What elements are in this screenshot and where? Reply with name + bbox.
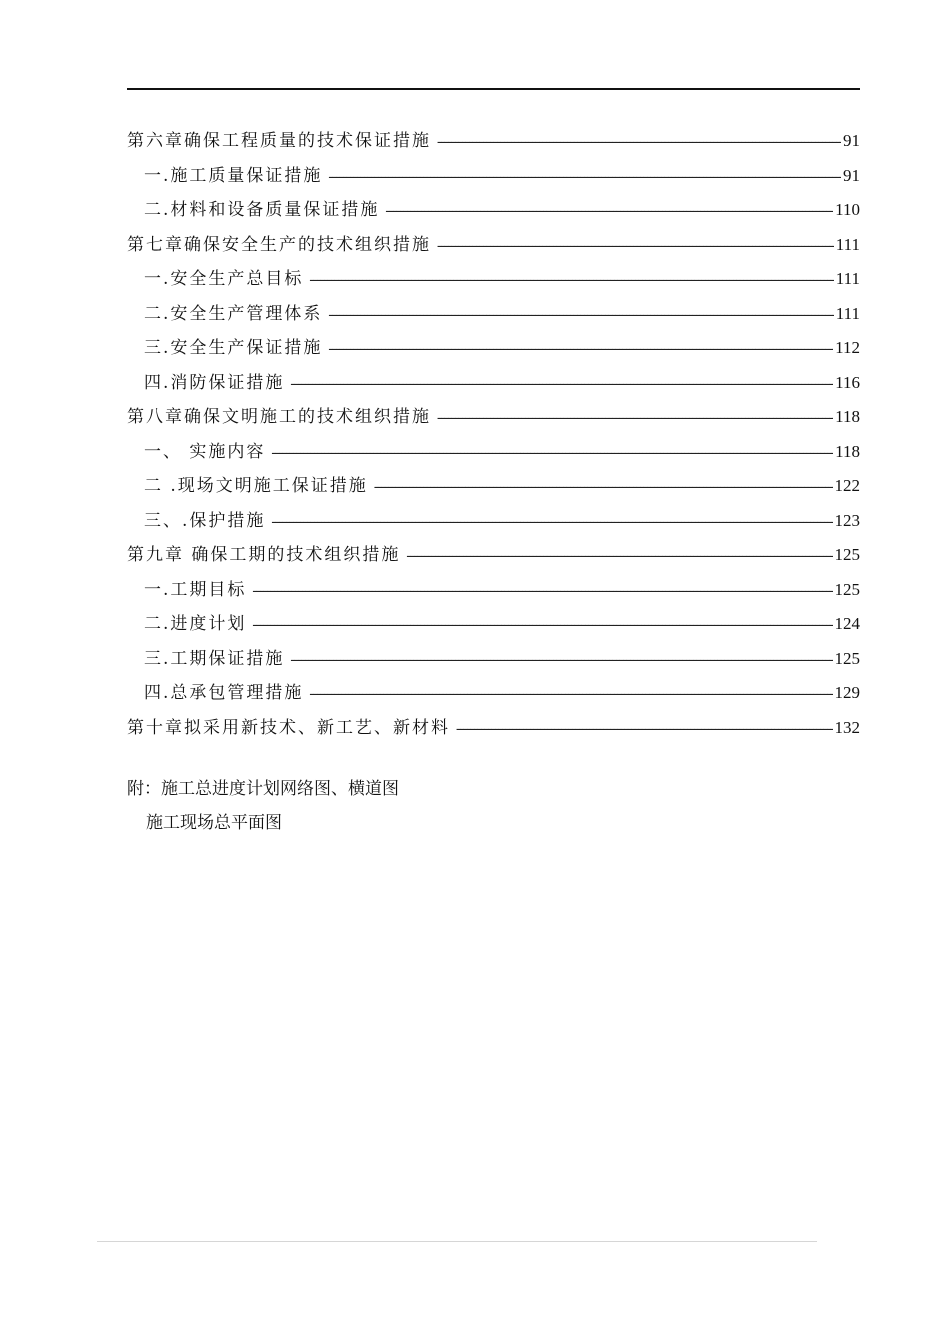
- toc-page-number: 112: [835, 338, 860, 357]
- toc-section-entry[interactable]: [127, 504, 860, 539]
- toc-leader-dashes: [271, 505, 832, 540]
- toc-entry-label: 第十章拟采用新技术、新工艺、新材料: [127, 717, 450, 738]
- toc-section-entry[interactable]: [127, 159, 860, 194]
- toc-entry-label: 一.安全生产总目标: [144, 269, 304, 289]
- appendix-line-2: 施工现场总平面图: [146, 813, 282, 833]
- toc-page-number: 110: [835, 200, 860, 219]
- toc-leader-dashes: [328, 160, 841, 195]
- toc-page-number: 125: [834, 579, 860, 599]
- toc-page-number: 125: [834, 545, 860, 564]
- toc-leader-dashes: [456, 712, 833, 747]
- toc-leader-dashes: [252, 608, 832, 643]
- toc-page-number: 132: [834, 717, 860, 737]
- toc-page-number: 116: [835, 372, 860, 392]
- appendix-note: [127, 772, 399, 840]
- toc-entry-label: 四.总承包管理措施: [144, 683, 304, 703]
- toc-leader-dashes: [385, 194, 833, 229]
- toc-entry-label: 二 .现场文明施工保证措施: [144, 476, 368, 496]
- toc-entry-label: 四.消防保证措施: [144, 372, 285, 393]
- toc-leader-dashes: [437, 125, 841, 160]
- toc-section-entry[interactable]: [127, 573, 860, 608]
- toc-page-number: 118: [835, 441, 860, 461]
- toc-leader-dashes: [271, 436, 833, 471]
- header-rule: [127, 88, 860, 90]
- toc-leader-dashes: [309, 677, 832, 712]
- toc-entry-label: 一.施工质量保证措施: [144, 165, 323, 186]
- toc-section-entry[interactable]: [127, 193, 860, 228]
- toc-page-number: 111: [835, 234, 860, 254]
- toc-section-entry[interactable]: [127, 469, 860, 504]
- toc-entry-label: 三、.保护措施: [144, 510, 266, 531]
- toc-leader-dashes: [328, 298, 833, 333]
- toc-page-number: 111: [835, 269, 860, 288]
- toc-entry-label: 二.材料和设备质量保证措施: [144, 200, 380, 220]
- toc-leader-dashes: [437, 229, 834, 264]
- toc-section-entry[interactable]: [127, 642, 860, 677]
- toc-entry-label: 一.工期目标: [144, 579, 247, 600]
- toc-page-number: 122: [834, 476, 860, 495]
- toc-section-entry[interactable]: [127, 331, 860, 366]
- toc-entry-label: 第七章确保安全生产的技术组织措施: [127, 234, 431, 255]
- toc-chapter-entry[interactable]: [127, 400, 860, 435]
- toc-page-number: 91: [843, 165, 860, 185]
- toc-entry-label: 三.安全生产保证措施: [144, 338, 323, 358]
- toc-page-number: 118: [835, 407, 860, 426]
- toc-entry-label: 二.进度计划: [144, 614, 247, 634]
- footer-rule: [97, 1241, 817, 1242]
- toc-entry-label: 三.工期保证措施: [144, 648, 285, 669]
- toc-page-number: 125: [834, 648, 860, 668]
- toc-leader-dashes: [328, 332, 833, 367]
- toc-section-entry[interactable]: [127, 607, 860, 642]
- toc-page-number: 129: [834, 683, 860, 702]
- toc-section-entry[interactable]: [127, 676, 860, 711]
- toc-leader-dashes: [374, 470, 833, 505]
- toc-section-entry[interactable]: [127, 297, 860, 332]
- toc-leader-dashes: [290, 367, 833, 402]
- toc-page-number: 123: [834, 510, 860, 530]
- table-of-contents: [127, 124, 860, 745]
- toc-section-entry[interactable]: [127, 435, 860, 470]
- toc-entry-label: 一、 实施内容: [144, 441, 266, 462]
- toc-page-number: 91: [843, 131, 860, 150]
- toc-chapter-entry[interactable]: [127, 124, 860, 159]
- toc-chapter-entry[interactable]: [127, 228, 860, 263]
- toc-page-number: 124: [834, 614, 860, 633]
- toc-page-number: 111: [835, 303, 860, 323]
- toc-section-entry[interactable]: [127, 262, 860, 297]
- toc-leader-dashes: [437, 401, 833, 436]
- toc-leader-dashes: [309, 263, 833, 298]
- toc-chapter-entry[interactable]: [127, 711, 860, 746]
- toc-leader-dashes: [406, 539, 832, 574]
- appendix-line-1: 附：施工总进度计划网络图、横道图: [127, 779, 399, 799]
- toc-entry-label: 第八章确保文明施工的技术组织措施: [127, 407, 431, 427]
- toc-section-entry[interactable]: [127, 366, 860, 401]
- toc-entry-label: 第九章 确保工期的技术组织措施: [127, 545, 401, 565]
- toc-chapter-entry[interactable]: [127, 538, 860, 573]
- toc-entry-label: 二.安全生产管理体系: [144, 303, 323, 324]
- toc-leader-dashes: [252, 574, 832, 609]
- toc-leader-dashes: [290, 643, 832, 678]
- toc-entry-label: 第六章确保工程质量的技术保证措施: [127, 131, 431, 151]
